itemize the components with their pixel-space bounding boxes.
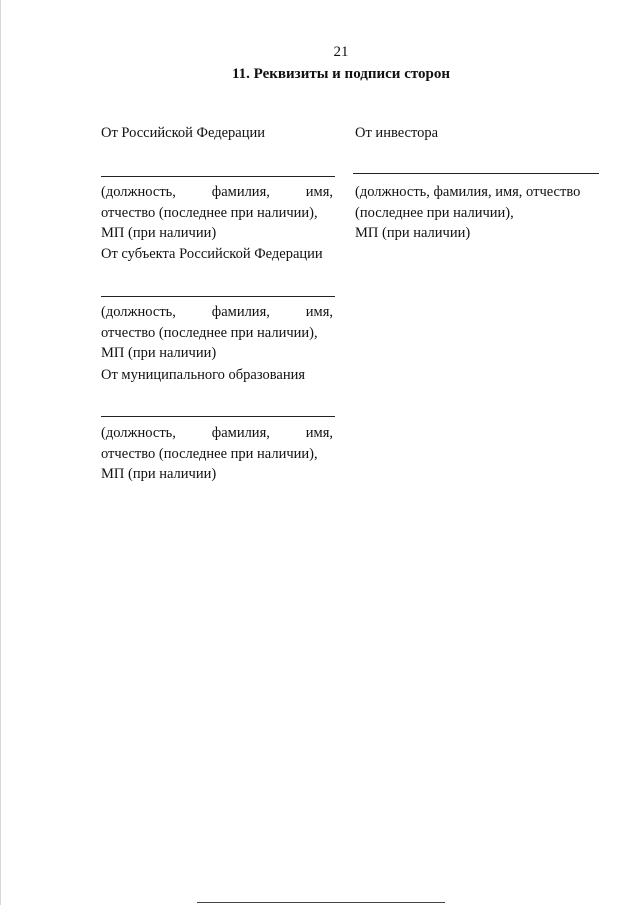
party-heading-investor: От инвестора [355,125,439,141]
page-number: 21 [333,44,349,60]
signature-note-investor [355,182,599,244]
signature-note-line: МП (при наличии) [101,345,217,361]
signature-note-municipality [101,423,333,485]
signature-note-line: МП (при наличии) [355,225,471,241]
party-heading-municipality: От муниципального образования [101,367,306,383]
footer-rule [197,902,445,903]
signature-line-federation [101,176,335,177]
signature-note-line: отчество (последнее при наличии), [101,445,318,462]
signature-line-municipality [101,416,335,417]
signature-note-federation [101,182,333,244]
signature-line-investor [353,173,599,174]
signature-note-line: (должность, фамилия, имя, отчество [355,184,581,200]
signature-note-line: отчество (последнее при наличии), [101,324,318,341]
signature-note-line: (должность, фамилия, имя, [101,304,333,320]
signature-note-line: (должность, фамилия, имя, [101,425,333,441]
signature-line-subject [101,296,335,297]
signature-note-line: отчество (последнее при наличии), [101,204,318,221]
signature-note-line: МП (при наличии) [101,225,217,241]
party-heading-subject: От субъекта Российской Федерации [101,246,323,262]
signature-note-subject [101,302,333,364]
party-heading-federation: От Российской Федерации [101,125,265,141]
signature-note-line: (последнее при наличии), [355,204,514,221]
section-title: 11. Реквизиты и подписи сторон [231,66,451,82]
signature-note-line: (должность, фамилия, имя, [101,184,333,200]
signature-note-line: МП (при наличии) [101,466,217,482]
